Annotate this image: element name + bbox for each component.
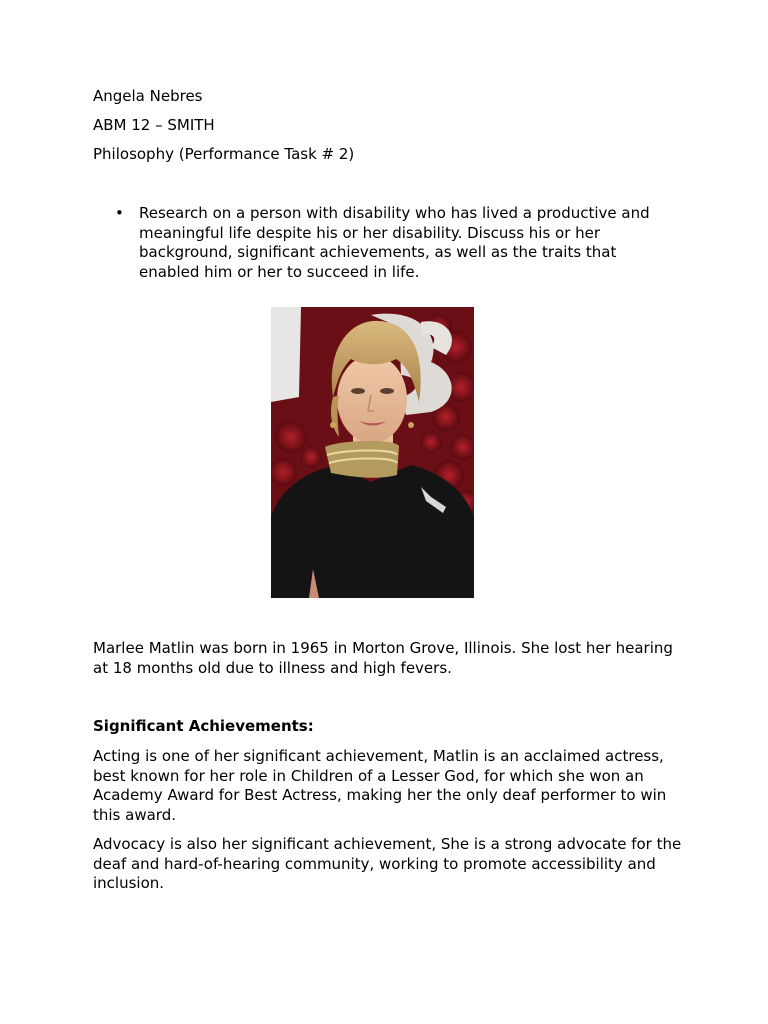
author-name: Angela Nebres: [93, 87, 203, 105]
class-section: ABM 12 – SMITH: [93, 116, 215, 134]
task-prompt: Research on a person with disability who has lived a productive and meaningful life despite his or her disability. Discuss his or her background, significant achievements, as well as the traits that enabled him or her to succeed in life.: [139, 204, 650, 282]
dress: [271, 465, 474, 598]
advocacy-paragraph: Advocacy is also her significant achievement, She is a strong advocate for the deaf and hard-of-hearing community, working to promote accessibility and inclusion.: [93, 835, 682, 893]
acting-paragraph: Acting is one of her significant achievement, Matlin is an acclaimed actress, best known for her role in Children of a Lesser God, for which she won an Academy Award for Best Actress, making her the only deaf performer to win this award.: [93, 747, 667, 825]
achievements-heading: Significant Achievements:: [93, 717, 314, 735]
bullet-icon: •: [115, 204, 124, 222]
portrait-illustration: [271, 307, 474, 598]
portrait-photo: [271, 307, 474, 598]
background-paragraph: Marlee Matlin was born in 1965 in Morton Grove, Illinois. She lost her hearing at 18 months old due to illness and high fevers.: [93, 639, 673, 677]
gold-choker: [325, 441, 399, 478]
subject-title: Philosophy (Performance Task # 2): [93, 145, 355, 163]
